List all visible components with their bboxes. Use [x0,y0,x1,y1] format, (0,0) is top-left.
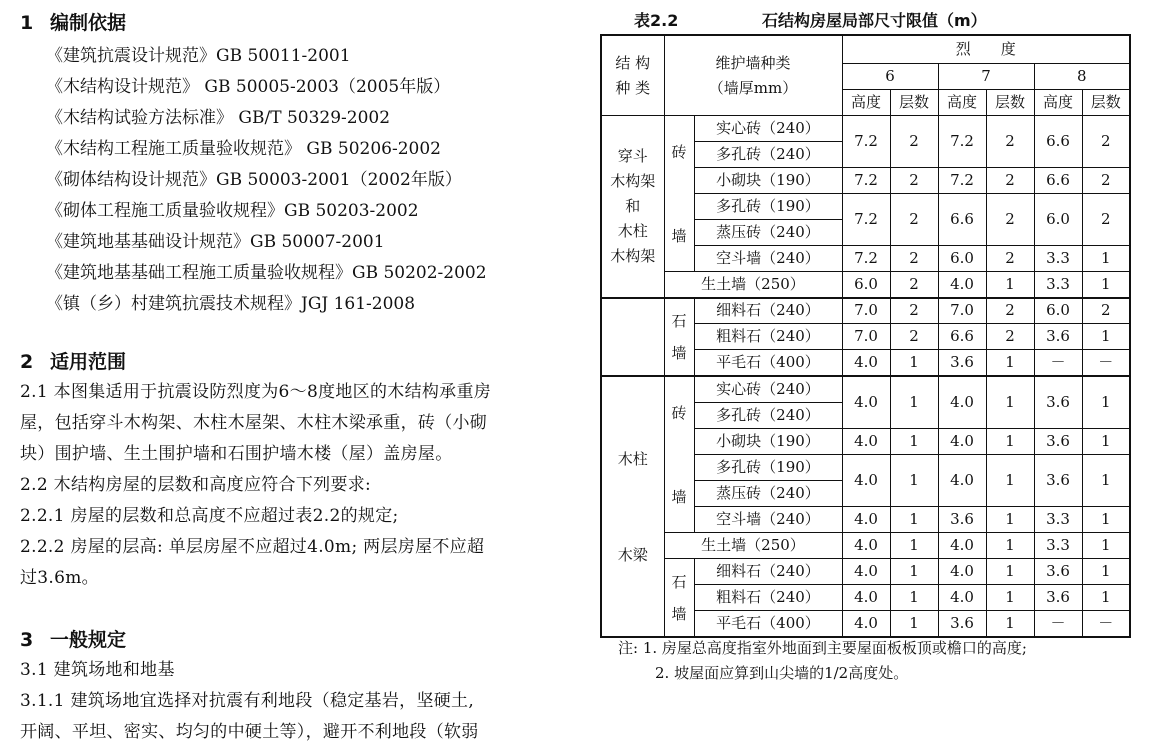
value-cell: 1 [890,611,938,638]
wall-type-cell: 多孔砖（190） [694,455,842,481]
value-cell: 3.6 [938,507,986,533]
table-row [601,298,1130,324]
value-cell: 1 [890,376,938,429]
paragraph-line: 屋，包括穿斗木构架、木柱木屋架、木柱木梁承重，砖（小砌 [20,413,488,433]
header-floors: 层数 [1082,90,1130,116]
reference-item: 《木结构试验方法标准》 GB/T 50329-2002 [46,108,391,128]
value-cell: － [1034,611,1082,638]
value-cell: 7.0 [842,298,890,324]
value-cell: 1 [890,507,938,533]
value-cell: 7.0 [842,324,890,350]
value-cell: 3.3 [1034,507,1082,533]
value-cell: 3.3 [1034,533,1082,559]
wall-type-cell: 粗料石（240） [694,324,842,350]
structure-type-cell: 木柱 木梁 [601,376,664,637]
value-cell: 2 [890,324,938,350]
value-cell: 1 [986,507,1034,533]
paragraph-line: 3.1.1 建筑场地宜选择对抗震有利地段（稳定基岩，坚硬土, [20,691,475,711]
paragraph-line: 2.2.2 房屋的层高: 单层房屋不应超过4.0m; 两层房屋不应超 [20,537,485,557]
limits-table-continued [600,297,1131,638]
value-cell: 2 [986,194,1034,246]
value-cell: 4.0 [938,376,986,429]
value-cell: 1 [986,350,1034,377]
wall-category-cell: 砖 墙 [664,116,694,272]
header-height: 高度 [938,90,986,116]
value-cell: 7.0 [938,298,986,324]
value-cell: 2 [986,324,1034,350]
wall-type-cell: 蒸压砖（240） [694,220,842,246]
header-wall-type: 维护墙种类 （墙厚mm） [664,35,842,116]
wall-type-cell: 生土墙（250） [664,272,842,299]
table-number: 表2.2 [634,11,679,30]
value-cell: 3.6 [1034,585,1082,611]
value-cell: － [1082,350,1130,377]
paragraph-line: 2.1 本图集适用于抗震设防烈度为6～8度地区的木结构承重房 [20,382,492,402]
value-cell: 1 [1082,455,1130,507]
wall-type-cell: 生土墙（250） [664,533,842,559]
wall-type-cell: 粗料石（240） [694,585,842,611]
wall-category-cell: 砖 墙 [664,376,694,533]
paragraph-line: 过3.6m。 [20,568,99,588]
value-cell: 6.0 [842,272,890,299]
value-cell: 4.0 [938,585,986,611]
table-title: 石结构房屋局部尺寸限值（m） [762,11,987,30]
wall-category-cell: 石 墙 [664,559,694,638]
section-3-heading: 3 一般规定 [20,629,127,651]
wall-type-cell: 空斗墙（240） [694,507,842,533]
value-cell: 2 [890,246,938,272]
wall-type-cell: 多孔砖（240） [694,403,842,429]
value-cell: 2 [986,168,1034,194]
value-cell: 4.0 [842,376,890,429]
value-cell: 1 [986,429,1034,455]
value-cell: 2 [890,116,938,168]
value-cell: 1 [1082,533,1130,559]
value-cell: 1 [890,533,938,559]
paragraph-line: 开阔、平坦、密实、均匀的中硬土等），避开不利地段（软弱 [20,722,479,742]
value-cell: 2 [986,116,1034,168]
value-cell: 1 [1082,507,1130,533]
value-cell: 4.0 [938,272,986,299]
wall-type-cell: 平毛石（400） [694,611,842,638]
reference-item: 《砌体结构设计规范》GB 50003-2001（2002年版） [46,170,462,190]
value-cell: 4.0 [938,429,986,455]
value-cell: － [1034,350,1082,377]
value-cell: 3.6 [1034,376,1082,429]
value-cell: 3.6 [1034,429,1082,455]
value-cell: 1 [986,272,1034,299]
value-cell: 2 [1082,168,1130,194]
value-cell: 4.0 [842,611,890,638]
section-1-heading: 1 编制依据 [20,12,127,34]
header-height: 高度 [1034,90,1082,116]
table-row [601,376,1130,403]
value-cell: 1 [1082,246,1130,272]
header-floors: 层数 [890,90,938,116]
header-floors: 层数 [986,90,1034,116]
value-cell: 1 [890,559,938,585]
value-cell: 3.6 [938,350,986,377]
value-cell: 4.0 [938,455,986,507]
wall-type-cell: 空斗墙（240） [694,246,842,272]
value-cell: 1 [890,429,938,455]
header-degree-6: 6 [842,64,938,90]
wall-type-cell: 多孔砖（190） [694,194,842,220]
value-cell: 1 [986,455,1034,507]
reference-item: 《镇（乡）村建筑抗震技术规程》JGJ 161-2008 [46,294,416,314]
value-cell: 1 [986,611,1034,638]
value-cell: － [1082,611,1130,638]
value-cell: 4.0 [842,533,890,559]
value-cell: 3.6 [1034,455,1082,507]
wall-type-cell: 细料石（240） [694,298,842,324]
value-cell: 6.6 [1034,168,1082,194]
value-cell: 1 [890,585,938,611]
paragraph-line: 3.1 建筑场地和地基 [20,660,175,680]
reference-item: 《木结构工程施工质量验收规范》 GB 50206-2002 [46,139,441,159]
value-cell: 3.3 [1034,272,1082,299]
wall-type-cell: 平毛石（400） [694,350,842,377]
value-cell: 2 [890,272,938,299]
value-cell: 2 [890,298,938,324]
value-cell: 2 [986,298,1034,324]
header-intensity: 烈 度 [842,35,1130,64]
value-cell: 6.0 [938,246,986,272]
header-degree-8: 8 [1034,64,1130,90]
value-cell: 4.0 [842,455,890,507]
structure-type-cell-cont [601,298,664,377]
value-cell: 3.6 [1034,559,1082,585]
value-cell: 4.0 [842,350,890,377]
value-cell: 4.0 [938,559,986,585]
reference-item: 《砌体工程施工质量验收规程》GB 50203-2002 [46,201,419,221]
wall-type-cell: 实心砖（240） [694,116,842,142]
value-cell: 2 [1082,298,1130,324]
limits-table [600,34,1131,299]
wall-type-cell: 蒸压砖（240） [694,481,842,507]
value-cell: 7.2 [842,168,890,194]
reference-item: 《木结构设计规范》 GB 50005-2003（2005年版） [46,77,451,97]
header-degree-7: 7 [938,64,1034,90]
value-cell: 7.2 [938,116,986,168]
paragraph-line: 2.2.1 房屋的层数和总高度不应超过表2.2的规定; [20,506,399,526]
value-cell: 3.6 [938,611,986,638]
wall-type-cell: 多孔砖（240） [694,142,842,168]
value-cell: 1 [890,455,938,507]
value-cell: 1 [1082,429,1130,455]
value-cell: 1 [986,533,1034,559]
reference-item: 《建筑抗震设计规范》GB 50011-2001 [46,46,351,66]
value-cell: 2 [890,168,938,194]
value-cell: 6.0 [1034,194,1082,246]
table-note: 2. 坡屋面应算到山尖墙的1/2高度处。 [655,664,909,682]
value-cell: 4.0 [842,559,890,585]
value-cell: 2 [1082,116,1130,168]
value-cell: 4.0 [938,533,986,559]
paragraph-line: 块）围护墙、生土围护墙和石围护墙木楼（屋）盖房屋。 [20,444,453,464]
wall-type-cell: 小砌块（190） [694,168,842,194]
value-cell: 1 [1082,272,1130,299]
header-structure-type: 结 构 种 类 [601,35,664,116]
value-cell: 7.2 [842,246,890,272]
wall-category-cell: 石 墙 [664,298,694,377]
value-cell: 1 [986,559,1034,585]
table-row [601,272,1130,299]
value-cell: 6.6 [1034,116,1082,168]
value-cell: 2 [986,246,1034,272]
value-cell: 1 [890,350,938,377]
value-cell: 4.0 [842,429,890,455]
table-header-row [601,35,1130,64]
value-cell: 1 [1082,585,1130,611]
value-cell: 4.0 [842,507,890,533]
header-height: 高度 [842,90,890,116]
table-row [601,116,1130,142]
section-2-heading: 2 适用范围 [20,351,127,373]
table-row [601,559,1130,585]
value-cell: 1 [1082,324,1130,350]
paragraph-line: 2.2 木结构房屋的层数和高度应符合下列要求: [20,475,372,495]
structure-type-cell: 穿斗 木构架 和 木柱 木构架 [601,116,664,299]
table-row [601,533,1130,559]
value-cell: 3.3 [1034,246,1082,272]
value-cell: 1 [1082,376,1130,429]
reference-item: 《建筑地基基础设计规范》GB 50007-2001 [46,232,385,252]
value-cell: 6.6 [938,324,986,350]
wall-type-cell: 小砌块（190） [694,429,842,455]
wall-type-cell: 实心砖（240） [694,376,842,403]
value-cell: 6.0 [1034,298,1082,324]
value-cell: 4.0 [842,585,890,611]
value-cell: 7.2 [938,168,986,194]
value-cell: 3.6 [1034,324,1082,350]
value-cell: 2 [890,194,938,246]
value-cell: 1 [1082,559,1130,585]
wall-type-cell: 细料石（240） [694,559,842,585]
value-cell: 2 [1082,194,1130,246]
value-cell: 1 [986,376,1034,429]
value-cell: 6.6 [938,194,986,246]
value-cell: 7.2 [842,116,890,168]
reference-item: 《建筑地基基础工程施工质量验收规程》GB 50202-2002 [46,263,487,283]
value-cell: 1 [986,585,1034,611]
table-note: 注: 1. 房屋总高度指室外地面到主要屋面板板顶或檐口的高度; [618,639,1027,657]
value-cell: 7.2 [842,194,890,246]
